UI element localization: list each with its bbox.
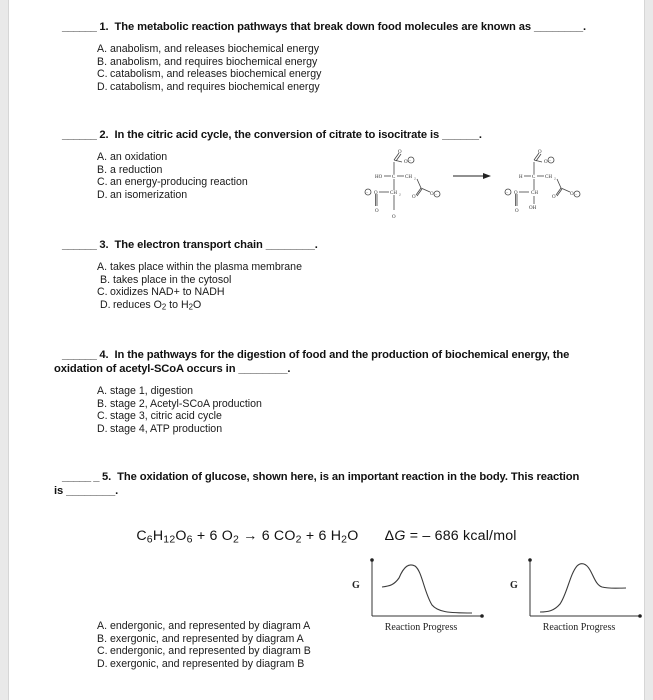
equation-delta-g-value: – 686 kcal/mol bbox=[422, 528, 517, 544]
option-letter: A. bbox=[97, 151, 108, 163]
option-letter: D. bbox=[97, 657, 108, 670]
option-text: endergonic, and represented by diagram A bbox=[110, 620, 311, 632]
equation-equals: = bbox=[409, 528, 419, 544]
option-letter: D. bbox=[97, 188, 108, 201]
option-text: stage 1, digestion bbox=[110, 385, 194, 397]
svg-text:2: 2 bbox=[399, 192, 401, 197]
question-4-answer-blank[interactable]: ______ bbox=[62, 349, 97, 361]
question-1-text: The metabolic reaction pathways that break down food molecules are known as ________. bbox=[114, 21, 586, 33]
option-letter: C. bbox=[97, 410, 108, 423]
question-5-answer-blank[interactable]: _____ _ bbox=[62, 471, 99, 483]
svg-text:O: O bbox=[570, 192, 574, 197]
svg-text:O: O bbox=[430, 192, 434, 197]
svg-text:2: 2 bbox=[554, 176, 556, 181]
option-row[interactable] bbox=[97, 658, 644, 671]
svg-text:−: − bbox=[366, 190, 369, 195]
option-letter: B. bbox=[97, 632, 108, 645]
question-3-text: The electron transport chain ________. bbox=[114, 239, 318, 251]
question-5-text-line1: The oxidation of glucose, shown here, is an important reaction in the body. This reaction bbox=[117, 471, 580, 483]
svg-text:O: O bbox=[404, 160, 408, 165]
equation-plus-1: + bbox=[196, 528, 206, 544]
question-4 bbox=[9, 348, 644, 435]
svg-text:CH: CH bbox=[545, 175, 552, 180]
option-letter: A. bbox=[97, 620, 108, 632]
option-text: a reduction bbox=[110, 163, 163, 176]
option-text: stage 4, ATP production bbox=[110, 422, 223, 435]
svg-text:O: O bbox=[544, 160, 548, 165]
diagram-b-y-axis-label: G bbox=[510, 580, 518, 591]
svg-text:−: − bbox=[506, 190, 509, 195]
svg-text:O: O bbox=[412, 195, 416, 200]
question-4-options bbox=[9, 385, 644, 435]
option-text: an oxidation bbox=[110, 151, 168, 163]
diagram-b-plot bbox=[522, 554, 645, 624]
option-text: stage 2, Acetyl-SCoA production bbox=[110, 397, 262, 410]
option-row[interactable] bbox=[97, 423, 644, 436]
question-4-text-line1: In the pathways for the digestion of food and the production of biochemical energy, the bbox=[114, 349, 570, 361]
citrate-isocitrate-figure bbox=[361, 148, 591, 230]
svg-text:O: O bbox=[374, 191, 378, 196]
option-text: exergonic, and represented by diagram B bbox=[110, 657, 305, 670]
svg-text:CH: CH bbox=[390, 191, 397, 196]
option-letter: B. bbox=[97, 163, 108, 176]
option-text: oxidizes NAD+ to NADH bbox=[110, 286, 225, 299]
option-text: catabolism, and releases biochemical energy bbox=[110, 68, 322, 81]
option-letter: D. bbox=[97, 80, 108, 93]
svg-text:−: − bbox=[549, 158, 552, 163]
equation-co2: 6 $CO_2$ bbox=[261, 528, 302, 546]
option-row[interactable] bbox=[97, 43, 644, 56]
question-5-options-block bbox=[9, 620, 644, 670]
option-text: takes place in the cytosol bbox=[113, 273, 232, 286]
option-text: takes place within the plasma membrane bbox=[110, 261, 302, 273]
option-row[interactable] bbox=[97, 385, 644, 398]
option-text: anabolism, and releases biochemical energy bbox=[110, 43, 320, 55]
question-1-answer-blank[interactable]: ______ bbox=[62, 21, 97, 33]
question-3 bbox=[9, 238, 644, 314]
option-letter: C. bbox=[97, 645, 108, 658]
option-letter: C. bbox=[97, 176, 108, 189]
question-4-number: 4. bbox=[99, 349, 109, 361]
question-5 bbox=[9, 470, 644, 498]
svg-text:O: O bbox=[392, 215, 396, 220]
question-3-stem bbox=[9, 238, 644, 252]
question-1 bbox=[9, 20, 644, 93]
svg-text:OH: OH bbox=[529, 206, 537, 211]
option-row[interactable] bbox=[97, 56, 644, 69]
equation-plus-2: + bbox=[305, 528, 315, 544]
question-5-text-line2: is ________. bbox=[54, 485, 119, 497]
equation-water: 6 $H_2O$ bbox=[318, 528, 359, 546]
equation-oxygen: 6 $O_2$ bbox=[209, 528, 239, 546]
svg-text:O: O bbox=[514, 191, 518, 196]
option-row[interactable] bbox=[97, 410, 644, 423]
svg-text:C: C bbox=[392, 175, 396, 180]
option-text: catabolism, and requires biochemical energy bbox=[110, 80, 320, 93]
option-row[interactable] bbox=[97, 633, 644, 646]
svg-text:O: O bbox=[552, 195, 556, 200]
option-text: an energy-producing reaction bbox=[110, 176, 248, 189]
option-row[interactable] bbox=[97, 261, 644, 274]
question-3-number: 3. bbox=[99, 239, 109, 251]
chemical-structures-svg bbox=[361, 148, 591, 230]
svg-text:O: O bbox=[515, 209, 519, 214]
question-5-options bbox=[9, 620, 644, 670]
question-2-answer-blank[interactable]: ______ bbox=[62, 129, 97, 141]
question-4-text-line2: oxidation of acetyl-SCoA occurs in ________. bbox=[54, 363, 291, 375]
diagram-a-x-axis-label: Reaction Progress bbox=[384, 622, 458, 633]
option-letter: A. bbox=[97, 43, 108, 55]
option-letter: A. bbox=[97, 261, 108, 273]
svg-text:CH: CH bbox=[531, 191, 538, 196]
diagram-a-plot bbox=[364, 554, 494, 624]
question-2-stem bbox=[9, 128, 644, 142]
svg-text:−: − bbox=[409, 158, 412, 163]
option-letter: D. bbox=[97, 422, 108, 435]
question-1-options bbox=[9, 43, 644, 93]
question-1-stem bbox=[9, 20, 644, 34]
svg-text:−: − bbox=[575, 192, 578, 197]
svg-text:CH: CH bbox=[405, 175, 412, 180]
question-3-options bbox=[9, 261, 644, 314]
question-5-number: 5. bbox=[101, 471, 112, 483]
option-letter: C. bbox=[97, 68, 108, 81]
svg-text:H: H bbox=[519, 175, 523, 180]
question-4-stem bbox=[9, 348, 644, 376]
option-letter: B. bbox=[97, 55, 108, 68]
question-3-answer-blank[interactable]: ______ bbox=[62, 239, 97, 251]
question-1-number: 1. bbox=[99, 21, 109, 33]
option-letter: B. bbox=[100, 273, 111, 286]
option-row[interactable] bbox=[97, 274, 644, 287]
option-row[interactable] bbox=[97, 286, 644, 299]
option-text: anabolism, and requires biochemical energy bbox=[110, 55, 318, 68]
svg-text:O: O bbox=[398, 150, 402, 155]
glucose-oxidation-equation bbox=[9, 528, 644, 545]
svg-text:−: − bbox=[435, 192, 438, 197]
diagram-a-y-axis-label: G bbox=[352, 580, 360, 591]
svg-text:C: C bbox=[532, 175, 536, 180]
equation-arrow: → bbox=[243, 528, 258, 544]
option-row[interactable] bbox=[97, 620, 644, 633]
exam-page bbox=[8, 0, 645, 700]
svg-text:O: O bbox=[538, 150, 542, 155]
option-text: an isomerization bbox=[110, 188, 188, 201]
option-row[interactable] bbox=[97, 398, 644, 411]
option-letter: A. bbox=[97, 385, 108, 397]
option-text: stage 3, citric acid cycle bbox=[110, 410, 222, 423]
question-5-stem bbox=[9, 470, 644, 498]
option-row[interactable] bbox=[97, 299, 644, 314]
option-row[interactable] bbox=[97, 81, 644, 94]
question-2-number: 2. bbox=[99, 129, 109, 141]
option-text: endergonic, and represented by diagram B bbox=[110, 645, 311, 658]
option-letter: C. bbox=[97, 286, 108, 299]
equation-delta-g: ΔG bbox=[384, 528, 406, 544]
option-row[interactable] bbox=[97, 645, 644, 658]
svg-text:2: 2 bbox=[414, 176, 416, 181]
diagram-b-x-axis-label: Reaction Progress bbox=[542, 622, 616, 633]
svg-text:O: O bbox=[375, 209, 379, 214]
option-letter: D. bbox=[100, 298, 111, 311]
option-row[interactable] bbox=[97, 68, 644, 81]
svg-text:HO: HO bbox=[375, 175, 383, 180]
question-2-text: In the citric acid cycle, the conversion of citrate to isocitrate is ______. bbox=[114, 129, 482, 141]
option-letter: B. bbox=[97, 397, 108, 410]
option-text: reduces $O_2$ to $H_2O$ bbox=[113, 298, 202, 312]
option-text: exergonic, and represented by diagram A bbox=[110, 632, 304, 645]
equation-glucose: $C_6H_{12}O_6$ bbox=[136, 528, 193, 546]
